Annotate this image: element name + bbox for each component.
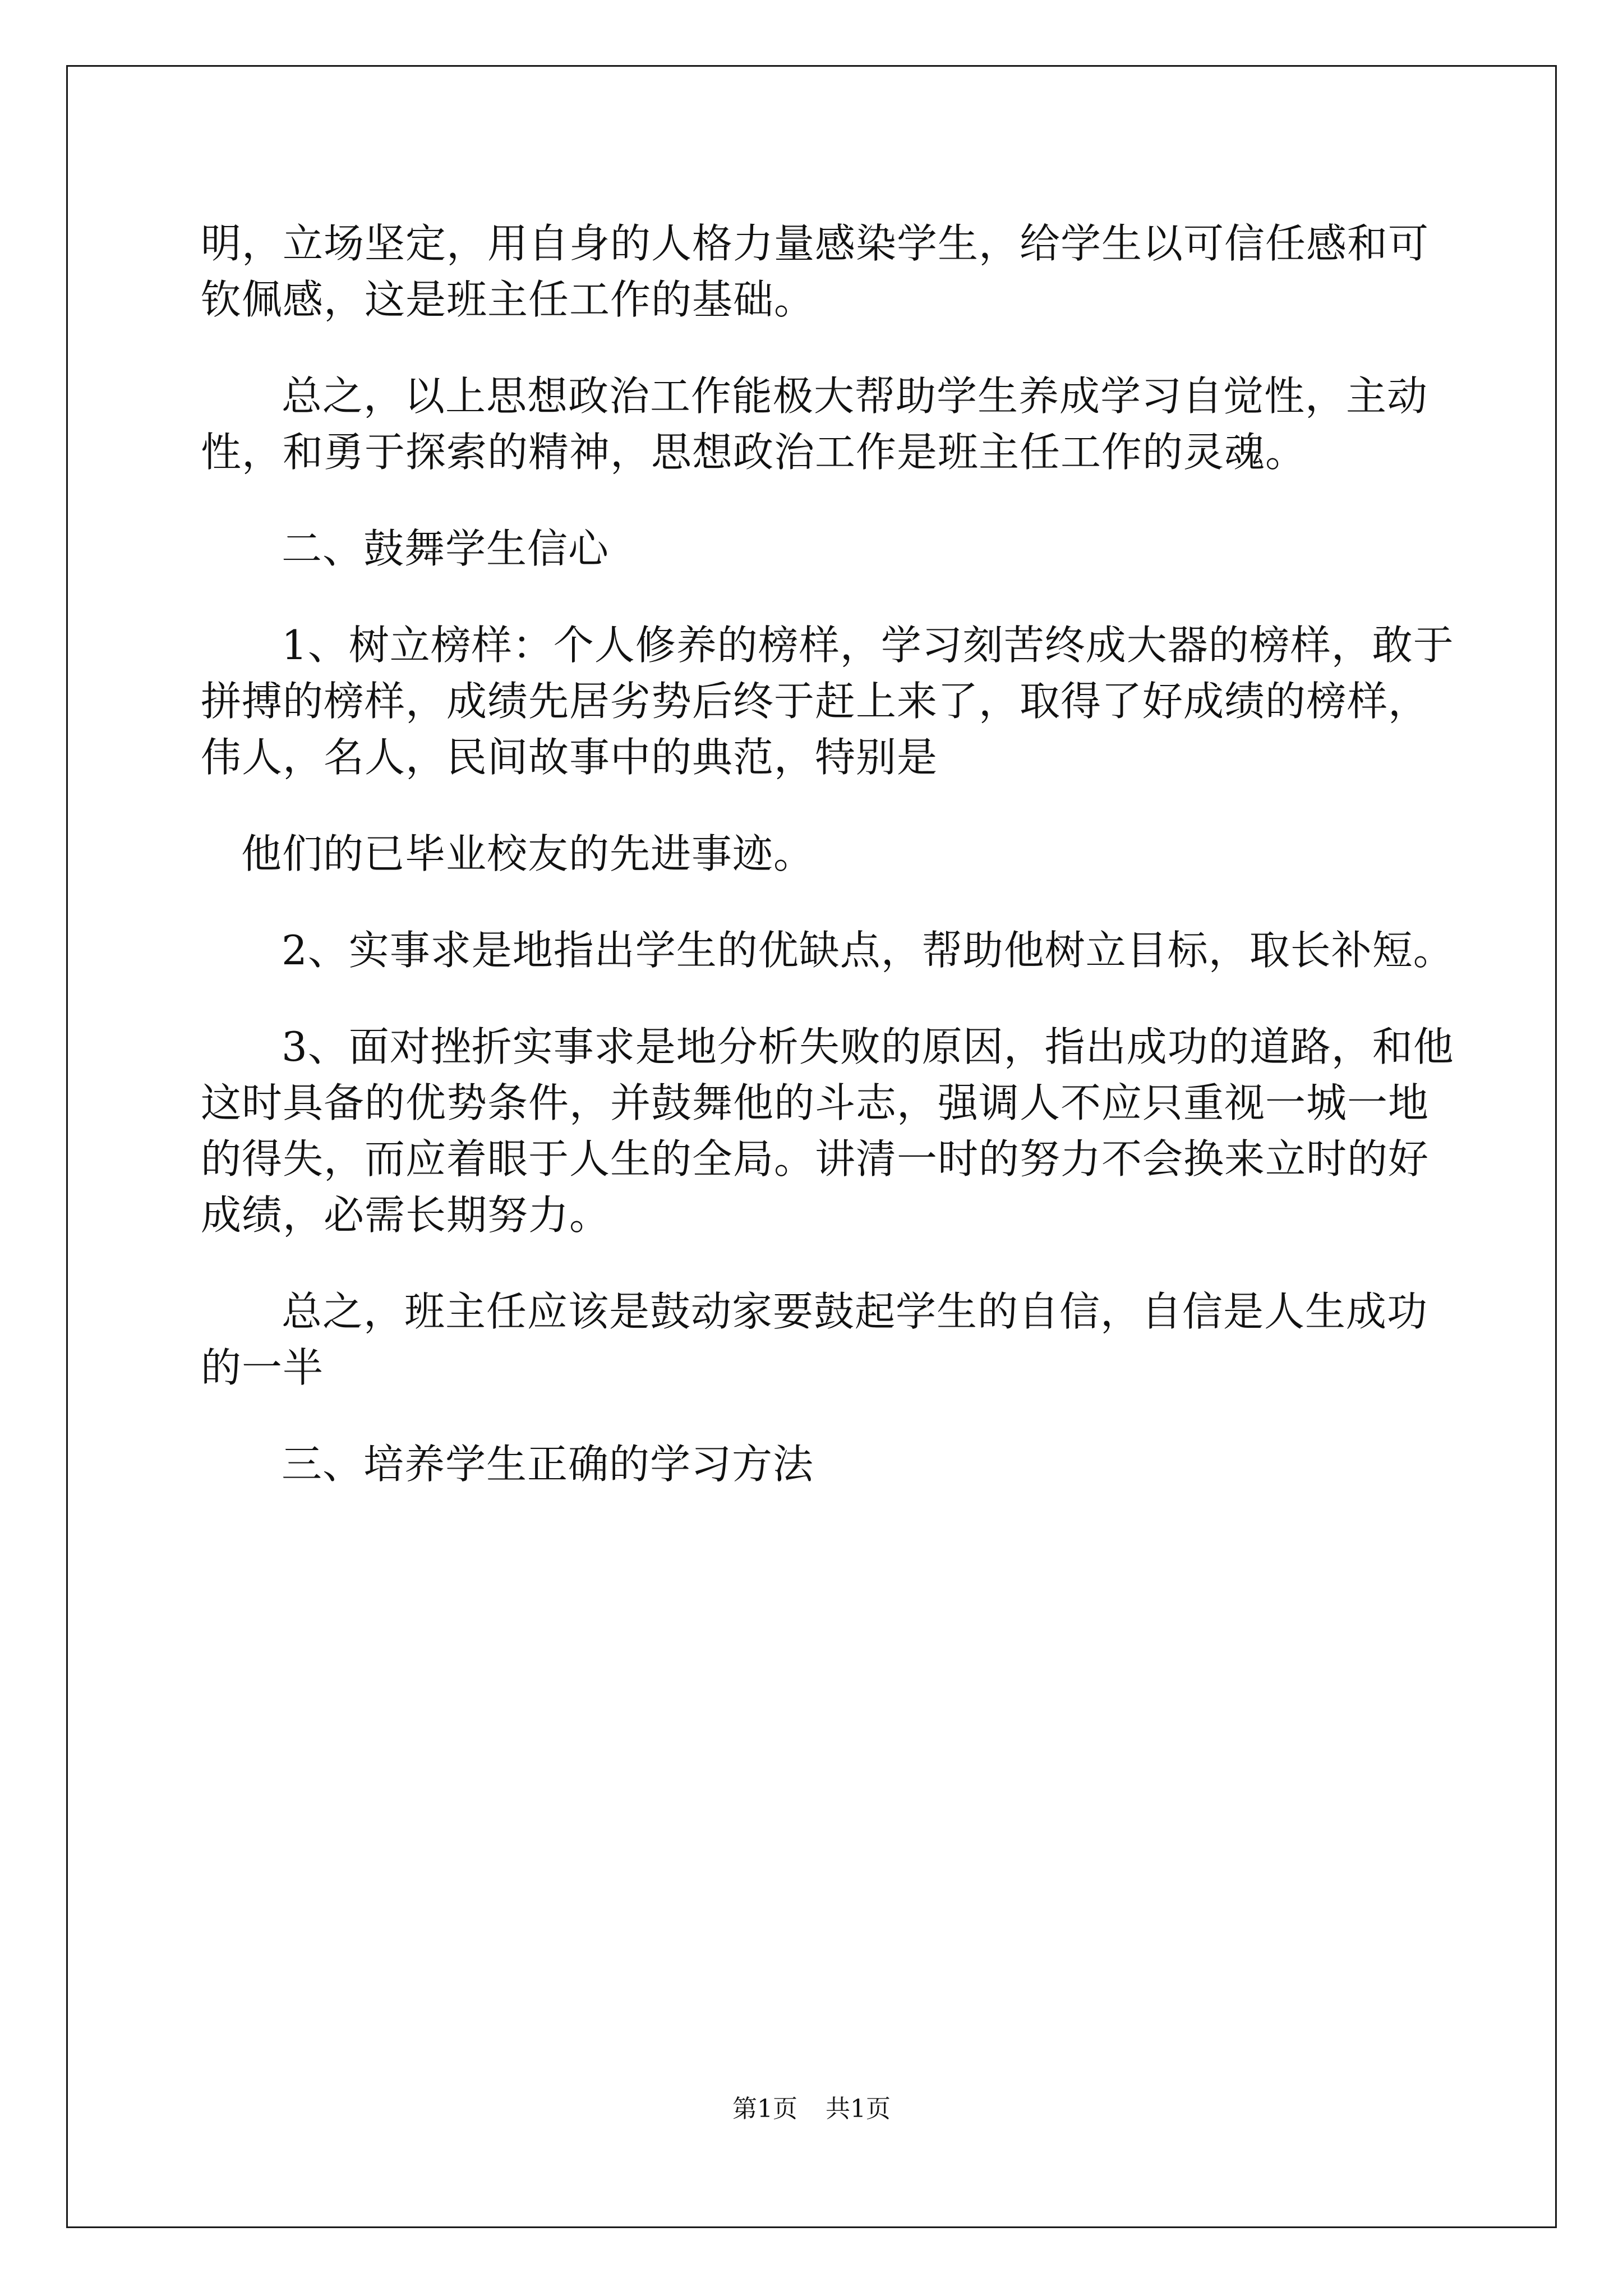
section-heading: 二、鼓舞学生信心 — [282, 525, 610, 572]
text-line: 性，和勇于探索的精神，思想政治工作是班主任工作的灵魂。 — [201, 429, 1307, 476]
text-line: 钦佩感，这是班主任工作的基础。 — [201, 276, 815, 323]
page-number: 第1页 — [732, 2095, 797, 2123]
page-footer — [0, 2092, 1623, 2126]
text-line: 他们的已毕业校友的先进事迹。 — [241, 830, 815, 877]
text-line: 成绩，必需长期努力。 — [201, 1191, 611, 1239]
text-line: 1、树立榜样：个人修养的榜样，学习刻苦终成大器的榜样，敢于 — [282, 622, 1454, 669]
text-line: 总之，以上思想政治工作能极大帮助学生养成学习自觉性，主动 — [282, 372, 1428, 420]
text-line: 总之，班主任应该是鼓动家要鼓起学生的自信，自信是人生成功 — [282, 1288, 1428, 1335]
text-line: 的一半 — [201, 1344, 324, 1391]
text-line: 3、面对挫折实事求是地分析失败的原因，指出成功的道路，和他 — [282, 1023, 1454, 1070]
section-heading: 三、培养学生正确的学习方法 — [282, 1441, 814, 1488]
page-total: 共1页 — [826, 2095, 891, 2123]
text-line: 明，立场坚定，用自身的人格力量感染学生，给学生以可信任感和可 — [201, 220, 1430, 267]
text-line: 2、实事求是地指出学生的优缺点，帮助他树立目标，取长补短。 — [282, 927, 1454, 974]
text-line: 伟人，名人，民间故事中的典范，特别是 — [201, 734, 938, 781]
document-body — [201, 215, 1454, 1492]
text-line: 这时具备的优势条件，并鼓舞他的斗志，强调人不应只重视一城一地 — [201, 1079, 1430, 1126]
text-line: 拼搏的榜样，成绩先居劣势后终于赶上来了，取得了好成绩的榜样， — [201, 678, 1430, 725]
text-line: 的得失，而应着眼于人生的全局。讲清一时的努力不会换来立时的好 — [201, 1135, 1430, 1182]
